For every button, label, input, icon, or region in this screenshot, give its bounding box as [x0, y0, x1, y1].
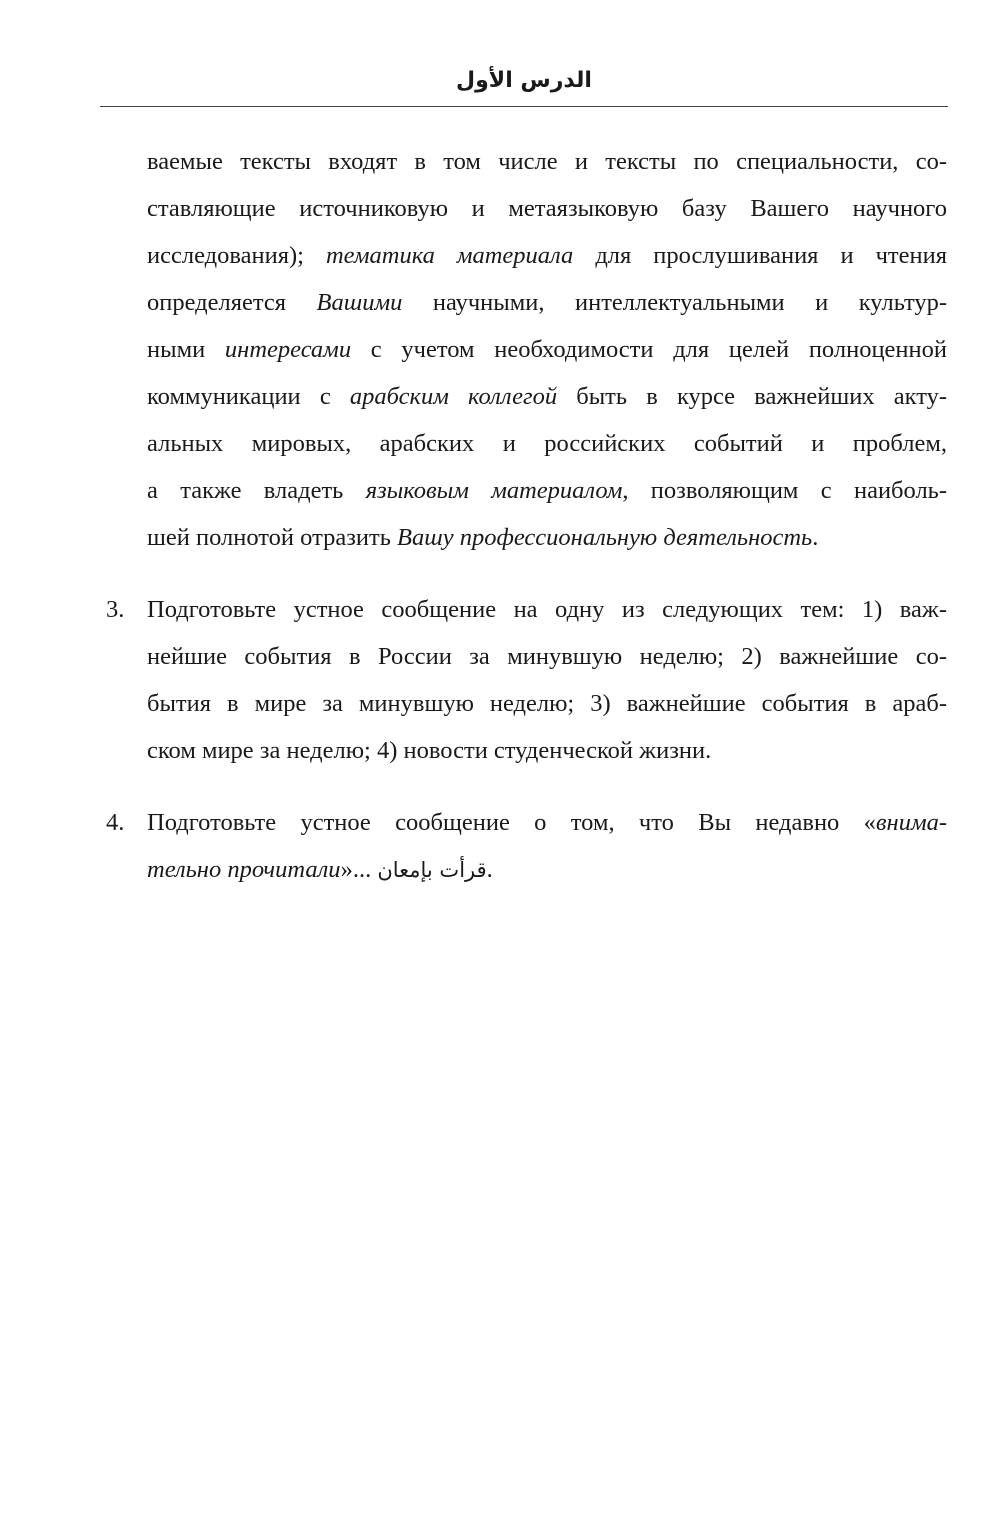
italic-phrase: арабским коллегой: [349, 383, 558, 410]
arabic-phrase: قرأت بإمعان: [377, 858, 487, 882]
italic-phrase: Вашу профессиональную деятельность: [397, 524, 813, 551]
text-line: ными интересами с учетом необходимости для целей полноценной: [147, 336, 948, 363]
text-line: альных мировых, арабских и российских событий и проблем,: [147, 430, 947, 457]
italic-phrase: внима-: [875, 809, 947, 836]
text-line: нейшие события в России за минувшую неделю; 2) важнейшие со-: [147, 643, 947, 670]
list-item-text: [147, 799, 947, 894]
list-item-number: 4.: [106, 809, 125, 836]
italic-phrase: Вашими: [316, 289, 403, 316]
text-line: Подготовьте устное сообщение на одну из следующих тем: 1) важ-: [147, 596, 947, 623]
body-text: [106, 138, 948, 894]
header-title: الدرس الأول: [456, 68, 592, 93]
text-line: ставляющие источниковую и метаязыковую базу Вашего научного: [147, 195, 947, 222]
text-line: бытия в мире за минувшую неделю; 3) важнейшие события в араб-: [147, 690, 947, 717]
text-line: ваемые тексты входят в том числе и тексты по специальности, со-: [147, 148, 947, 175]
list-item-number: 3.: [106, 596, 125, 623]
italic-phrase: тельно прочитали: [147, 856, 341, 883]
text-line: а также владеть языковым материалом, позволяющим с наиболь-: [147, 477, 948, 504]
text-line: ском мире за неделю; 4) новости студенческой жизни.: [147, 737, 712, 764]
italic-phrase: тематика материала: [325, 242, 574, 269]
running-header: [100, 64, 948, 107]
list-item-4: [106, 799, 947, 894]
text-line: исследования); тематика материала для прослушивания и чтения: [147, 242, 947, 269]
list-item-3: [106, 586, 947, 774]
text-line: тельно прочитали»... قرأت بإمعان.: [147, 856, 493, 883]
italic-phrase: языковым материалом: [365, 477, 623, 504]
italic-phrase: интересами: [224, 336, 352, 363]
list-item-text: [147, 586, 947, 774]
text-line: коммуникации с арабским коллегой быть в курсе важнейших акту-: [147, 383, 947, 410]
text-line: определяется Вашими научными, интеллектуальными и культур-: [147, 289, 947, 316]
text-line: шей полнотой отразить Вашу профессиональную деятельность.: [147, 524, 819, 551]
text-line: Подготовьте устное сообщение о том, что Вы недавно «внима-: [147, 809, 947, 836]
continuation-paragraph: [147, 138, 947, 561]
